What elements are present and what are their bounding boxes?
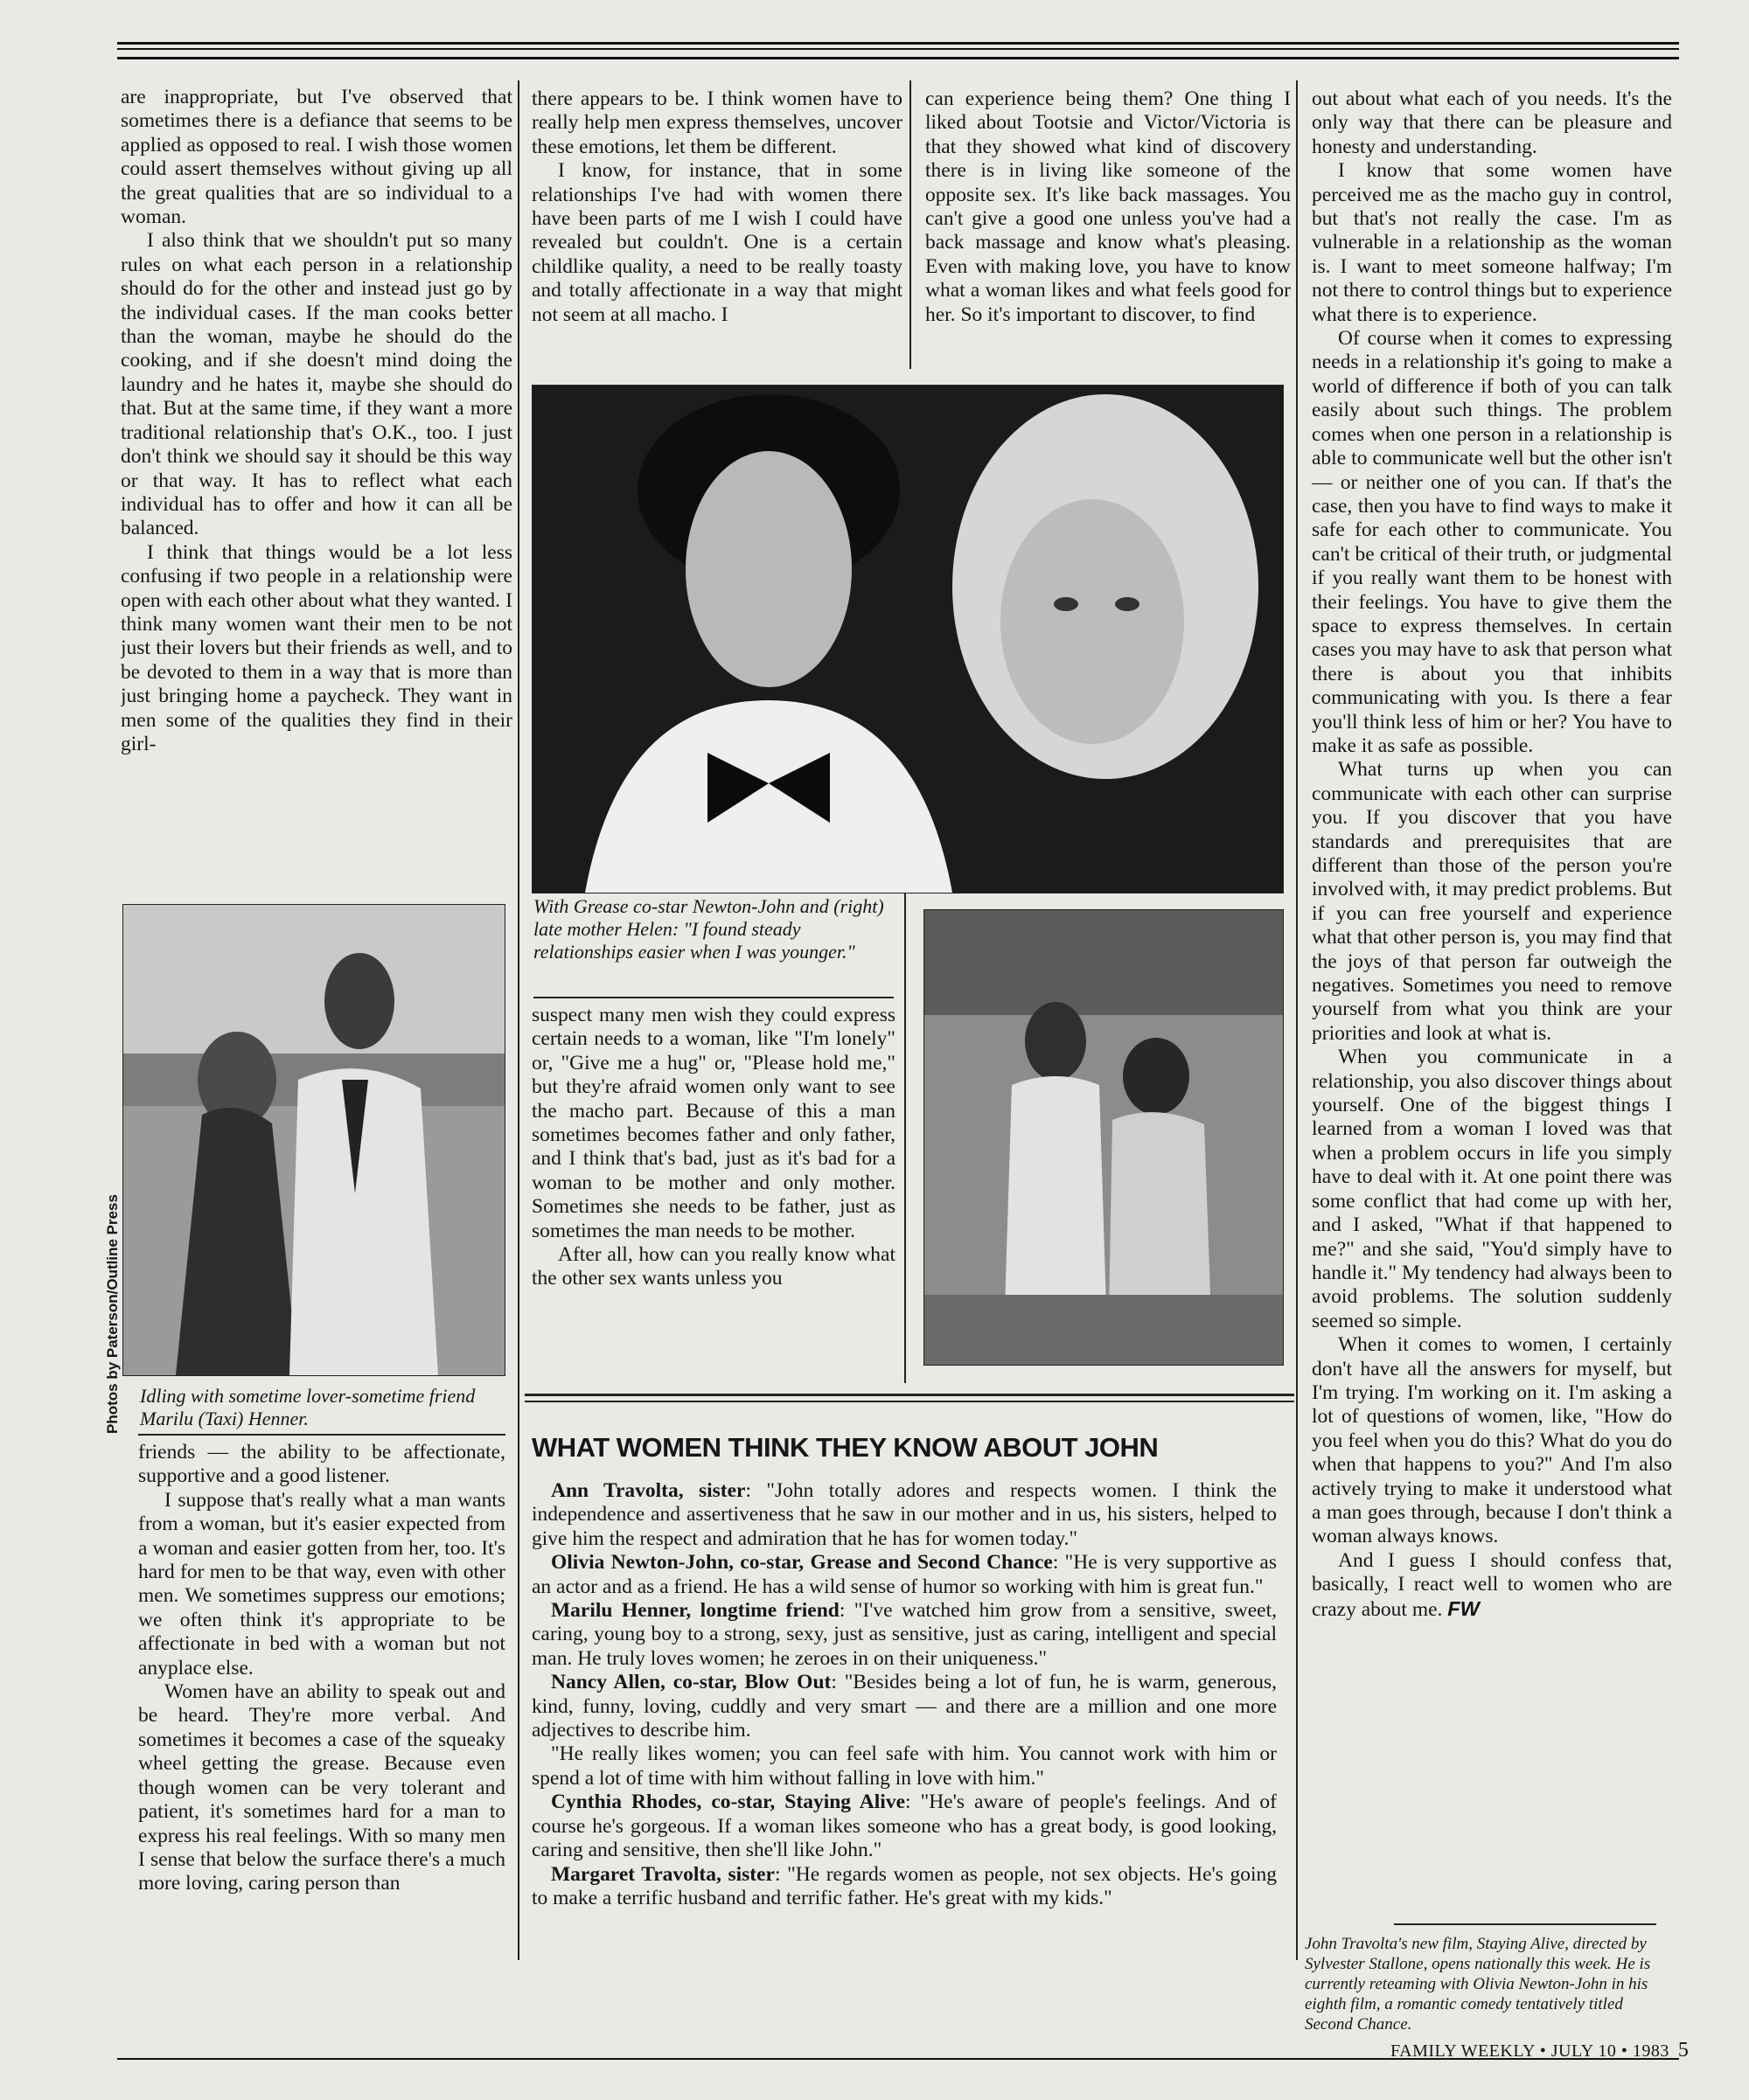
caption-photo-left: Idling with sometime lover-sometime friend Marilu (Taxi) Henner.: [140, 1385, 476, 1429]
paragraph: can experience being them? One thing I liked about Tootsie and Victor/Victoria is that they showed what kind of discovery there is in living like someone of the opposite sex. It's like back massages. You can't give a good one unless you've had a back massage and know what's pleasing. Even with making love, you have to know what a woman likes and what feels good for her. So it's important to discover, to find: [925, 87, 1291, 326]
paragraph: I know, for instance, that in some relationships I've had with women there have been parts of me I wish I could have revealed but couldn't. One is a certain childlike quality, a need to be really toasty and totally affectionate in a way that might not seem at all macho. I: [532, 159, 902, 326]
quote-olivia-newton-john: Olivia Newton-John, co-star, Grease and Second Chance: "He is very supportive as an actor and as a friend. He has a wild sense of humor so working with him is great fun.": [532, 1551, 1277, 1598]
photo-travolta-mother: [923, 909, 1284, 1366]
sidebar-top-rule-2: [525, 1401, 1294, 1402]
divider: [533, 997, 894, 998]
paragraph: I also think that we shouldn't put so many rules on what each person in a relationship should do for the other and instead just go by the individual cases. If the man cooks better than the woman, maybe he should do the cooking, and if she doesn't mind doing the laundry and he hates it, maybe she should do that. But at the same time, if they want a more traditional relationship that's O.K., too. I just don't think we should say it should be this way or that way. It has to reflect what each individual has to offer and how it can all be balanced.: [121, 229, 512, 540]
quote-marilu-henner: Marilu Henner, longtime friend: "I've watched him grow from a sensitive, sweet, caring, young boy to a strong, sexy, just as sensitive, just as caring, intelligent and special man. He truly loves women; he zeroes in on their uniqueness.": [532, 1599, 1277, 1670]
paragraph: suspect many men wish they could express certain needs to a woman, like "I'm lonely" or, "Give me a hug" or, "Please hold me," but they're afraid women only want to see the macho part. Because of this a man sometimes becomes father and only father, and I think that's bad, just as it's bad for a woman to be mother and only mother. Sometimes she needs to be father, just as sometimes the man needs to be mother.: [532, 1004, 895, 1242]
column-divider: [904, 894, 906, 1383]
page-number: 5: [1677, 2039, 1690, 2062]
column-1-top: [121, 86, 512, 890]
paragraph: I suppose that's really what a man wants from a woman, but it's easier expected from a woman and easier gotten from her, too. It's hard for men to be that way, even with other men. We sometimes suppress our emotions; we often think it's appropriate to be affectionate in bed with a woman but not anyplace else.: [138, 1488, 505, 1679]
paragraph: friends — the ability to be affectionate, supportive and a good listener.: [138, 1441, 505, 1488]
column-divider: [909, 80, 911, 369]
signoff: FW: [1447, 1596, 1480, 1620]
photo-travolta-newton-john: [532, 385, 1284, 894]
sidebar-title: WHAT WOMEN THINK THEY KNOW ABOUT JOHN: [532, 1432, 1159, 1463]
quote-cynthia-rhodes: Cynthia Rhodes, co-star, Staying Alive: "He's aware of people's feelings. And of course he's gorgeous. If a woman likes someone who has a great body, is good looking, caring and sensitive, then she'll like John.": [532, 1791, 1277, 1862]
column-divider: [518, 80, 519, 1960]
paragraph: are inappropriate, but I've observed that sometimes there is a defiance that seems to be applied as opposed to real. I wish those women could assert themselves without giving up all the great qualities that are so individual to a woman.: [121, 86, 512, 229]
paragraph: After all, how can you really know what the other sex wants unless you: [532, 1243, 895, 1290]
column-1-bottom: [138, 1441, 505, 1965]
paragraph: What turns up when you can communicate with each other can surprise you. If you discover that you have standards and prerequisites that are different than those of the person you're involved with, it may predict problems. But if you can free yourself and experience what that other person is, you may find that the joys of that person far outweigh the negatives. Sometimes you need to remove yourself from what you think are your priorities and look at what is.: [1312, 758, 1672, 1045]
paragraph: I think that things would be a lot less confusing if two people in a relationship were open with each other about what they wanted. I think many women want their men to be not just their lovers but their friends as well, and to be devoted to them in a way that is more than just bringing home a paycheck. They want in men some of the qualities they find in their girl-: [121, 540, 512, 755]
column-4: [1312, 87, 1672, 1906]
column-2-bottom: [532, 1004, 895, 1371]
photo-travolta-henner: [122, 904, 505, 1376]
paragraph: out about what each of you needs. It's the only way that there can be pleasure and honesty and understanding.: [1312, 87, 1672, 158]
film-note: John Travolta's new film, Staying Alive, directed by Sylvester Stallone, opens nationally this week. He is currently reteaming with Olivia Newton-John in his eighth film, a romantic comedy tentatively titled Second Chance.: [1305, 1935, 1651, 2034]
sidebar-top-rule: [525, 1394, 1294, 1396]
paragraph: there appears to be. I think women have to really help men express themselves, uncover these emotions, let them be different.: [532, 87, 902, 158]
quote-nancy-allen: Nancy Allen, co-star, Blow Out: "Besides being a lot of fun, he is warm, generous, kind, funny, loving, cuddly and very smart — and there are a million and one more adjectives to describe him.: [532, 1671, 1277, 1742]
photo-credit: Photos by Paterson/Outline Press: [104, 1194, 121, 1434]
paragraph: Women have an ability to speak out and be heard. They're more verbal. And sometimes it becomes a case of the squeaky wheel getting the grease. Because even though women can be very tolerant and patient, it's sometimes hard for a man to express his real feelings. With so many men I sense that below the surface there's a much more loving, caring person than: [138, 1680, 505, 1895]
column-2-top: [532, 87, 902, 367]
quote-ann-travolta: Ann Travolta, sister: "John totally adores and respects women. I think the independence and assertiveness that he saw in our mother and in us, his sisters, helped to give him the respect and admiration that he has for women today.": [532, 1479, 1277, 1550]
paragraph: When it comes to women, I certainly don't have all the answers for myself, but I'm trying. I'm working on it. I'm asking a lot of questions of women, like, "How do you feel when you do this? What do you do when that happens to you?" And I'm also actively trying to make it understood what a man goes through, because I don't think a woman always knows.: [1312, 1333, 1672, 1548]
top-rule: [117, 42, 1679, 59]
paragraph: Of course when it comes to expressing needs in a relationship it's going to make a world of difference if both of you can talk easily about such things. The problem comes when one person in a relationship is able to communicate well but the other isn't — or neither one of you can. If that's the case, then you have to find ways to make it safe for each other to communicate. You can't be critical of their truth, or judgmental if you really want them to be honest with their feelings. You have to give them the space to express themselves. In certain cases you may have to ask that person what there is about you that inhibits communicating with you. Is there a fear you'll think less of him or her? You have to make it as safe as possible.: [1312, 327, 1672, 757]
column-3-top: [925, 87, 1291, 367]
divider: [1394, 1923, 1656, 1925]
column-divider: [1296, 80, 1298, 1960]
caption-photo-main: With Grease co-star Newton-John and (right) late mother Helen: "I found steady relationships easier when I was younger.": [533, 895, 884, 963]
sidebar-quotes: [532, 1479, 1277, 1910]
publication-line: FAMILY WEEKLY • JULY 10 • 1983: [1390, 2041, 1669, 2061]
quote-nancy-allen-cont: "He really likes women; you can feel safe with him. You cannot work with him or spend a lot of time with him without falling in love with him.": [532, 1742, 1277, 1790]
paragraph: And I guess I should confess that, basically, I react well to women who are crazy about me. FW: [1312, 1548, 1672, 1621]
paragraph: When you communicate in a relationship, you also discover things about yourself. One of the biggest things I learned from a woman I loved was that when a problem occurs in life you simply have to deal with it. At one point there was some conflict that had come up with her, and I asked, "What if that happened to me?" and she said, "You'd simply have to handle it." My tendency had always been to avoid problems. The solution suddenly seemed so simple.: [1312, 1046, 1672, 1332]
page-footer: [1390, 2039, 1689, 2062]
quote-margaret-travolta: Margaret Travolta, sister: "He regards women as people, not sex objects. He's going to make a terrific husband and terrific father. He's great with my kids.": [532, 1862, 1278, 1909]
divider: [138, 1434, 505, 1436]
paragraph: I know that some women have perceived me as the macho guy in control, but that's not really the case. I'm as vulnerable in a relationship as the woman is. I want to meet someone halfway; I'm not there to control things but to experience what there is to experience.: [1312, 159, 1672, 326]
